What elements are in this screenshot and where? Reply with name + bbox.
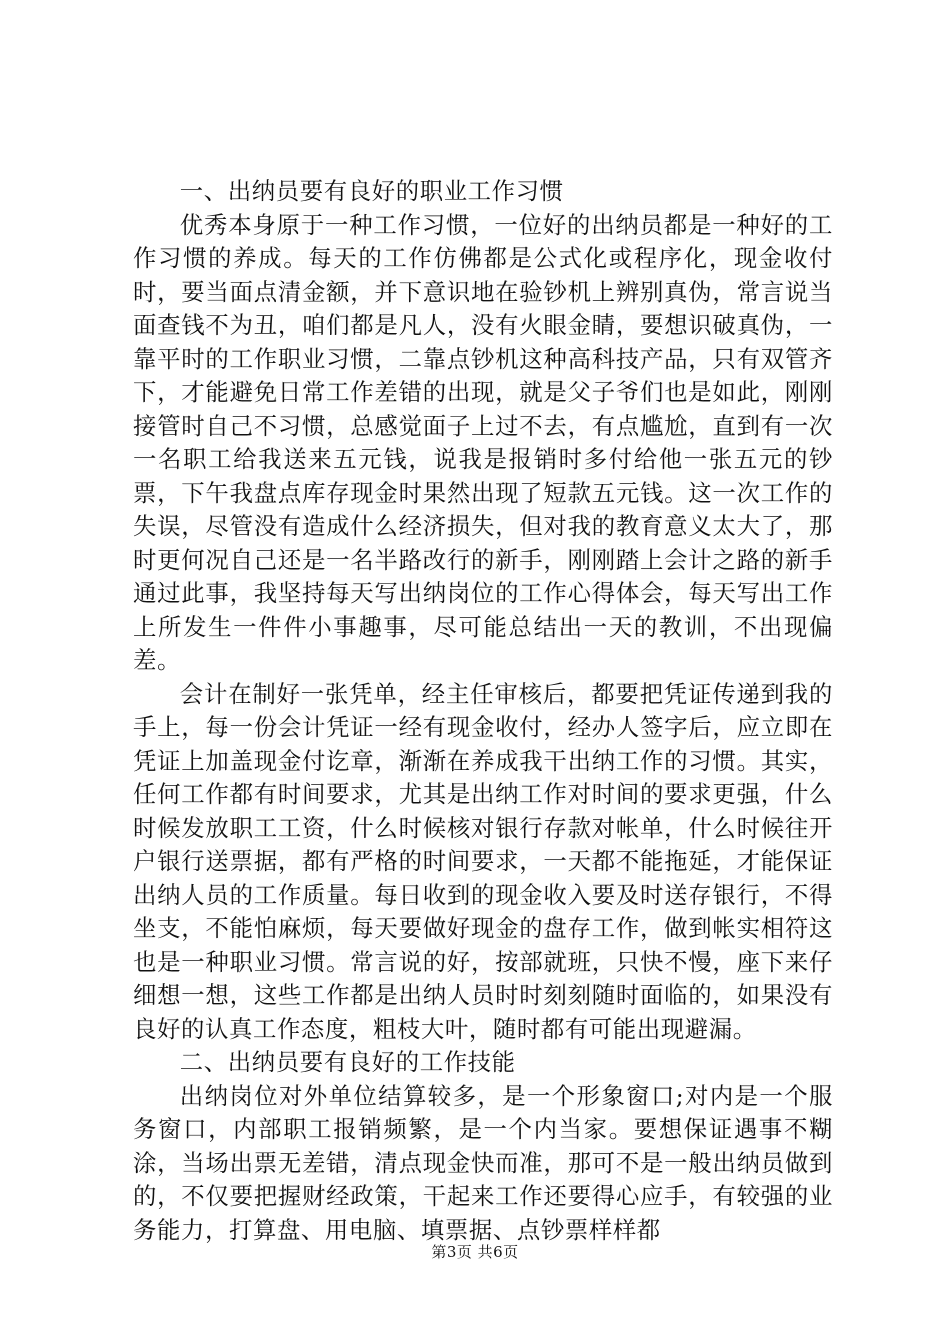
page-number-footer: 第3页 共6页 xyxy=(431,1243,519,1261)
paragraph-3: 出纳岗位对外单位结算较多，是一个形象窗口;对内是一个服务窗口，内部职工报销频繁，是一个内当家。要想保证遇事不糊涂，当场出票无差错，清点现金快而准，那可不是一般出纳员做到的，不仅要把握财经政策，干起来工作还要得心应手，有较强的业务能力，打算盘、用电脑、填票据、点钞票样样都 xyxy=(133,1081,833,1244)
section-heading-2: 二、出纳员要有良好的工作技能 xyxy=(179,1048,516,1076)
document-body xyxy=(133,175,833,1247)
section-heading-1: 一、出纳员要有良好的职业工作习惯 xyxy=(179,177,564,205)
paragraph-2: 会计在制好一张凭单，经主任审核后，都要把凭证传递到我的手上，每一份会计凭证一经有现金收付，经办人签字后，应立即在凭证上加盖现金付讫章，渐渐在养成我干出纳工作的习惯。其实，任何工作都有时间要求，尤其是出纳工作对时间的要求更强，什么时候发放职工工资，什么时候核对银行存款对帐单，什么时候往开户银行送票据，都有严格的时间要求，一天都不能拖延，才能保证出纳人员的工作质量。每日收到的现金收入要及时送存银行，不得坐支，不能怕麻烦，每天要做好现金的盘存工作，做到帐实相符这也是一种职业习惯。常言说的好，按部就班，只快不慢，座下来仔细想一想，这些工作都是出纳人员时时刻刻随时面临的，如果没有良好的认真工作态度，粗枝大叶，随时都有可能出现避漏。 xyxy=(133,679,833,1043)
paragraph-1: 优秀本身原于一种工作习惯，一位好的出纳员都是一种好的工作习惯的养成。每天的工作仿佛都是公式化或程序化，现金收付时，要当面点清金额，并下意识地在验钞机上辨别真伪，常言说当面查钱不为丑，咱们都是凡人，没有火眼金睛，要想识破真伪，一靠平时的工作职业习惯，二靠点钞机这种高科技产品，只有双管齐下，才能避免日常工作差错的出现，就是父子爷们也是如此，刚刚接管时自己不习惯，总感觉面子上过不去，有点尴尬，直到有一次一名职工给我送来五元钱，说我是报销时多付给他一张五元的钞票，下午我盘点库存现金时果然出现了短款五元钱。这一次工作的失误，尽管没有造成什么经济损失，但对我的教育意义太大了，那时更何况自己还是一名半路改行的新手，刚刚踏上会计之路的新手通过此事，我坚持每天写出纳岗位的工作心得体会，每天写出工作上所发生一件件小事趣事，尽可能总结出一天的教训，不出现偏差。 xyxy=(133,210,833,674)
